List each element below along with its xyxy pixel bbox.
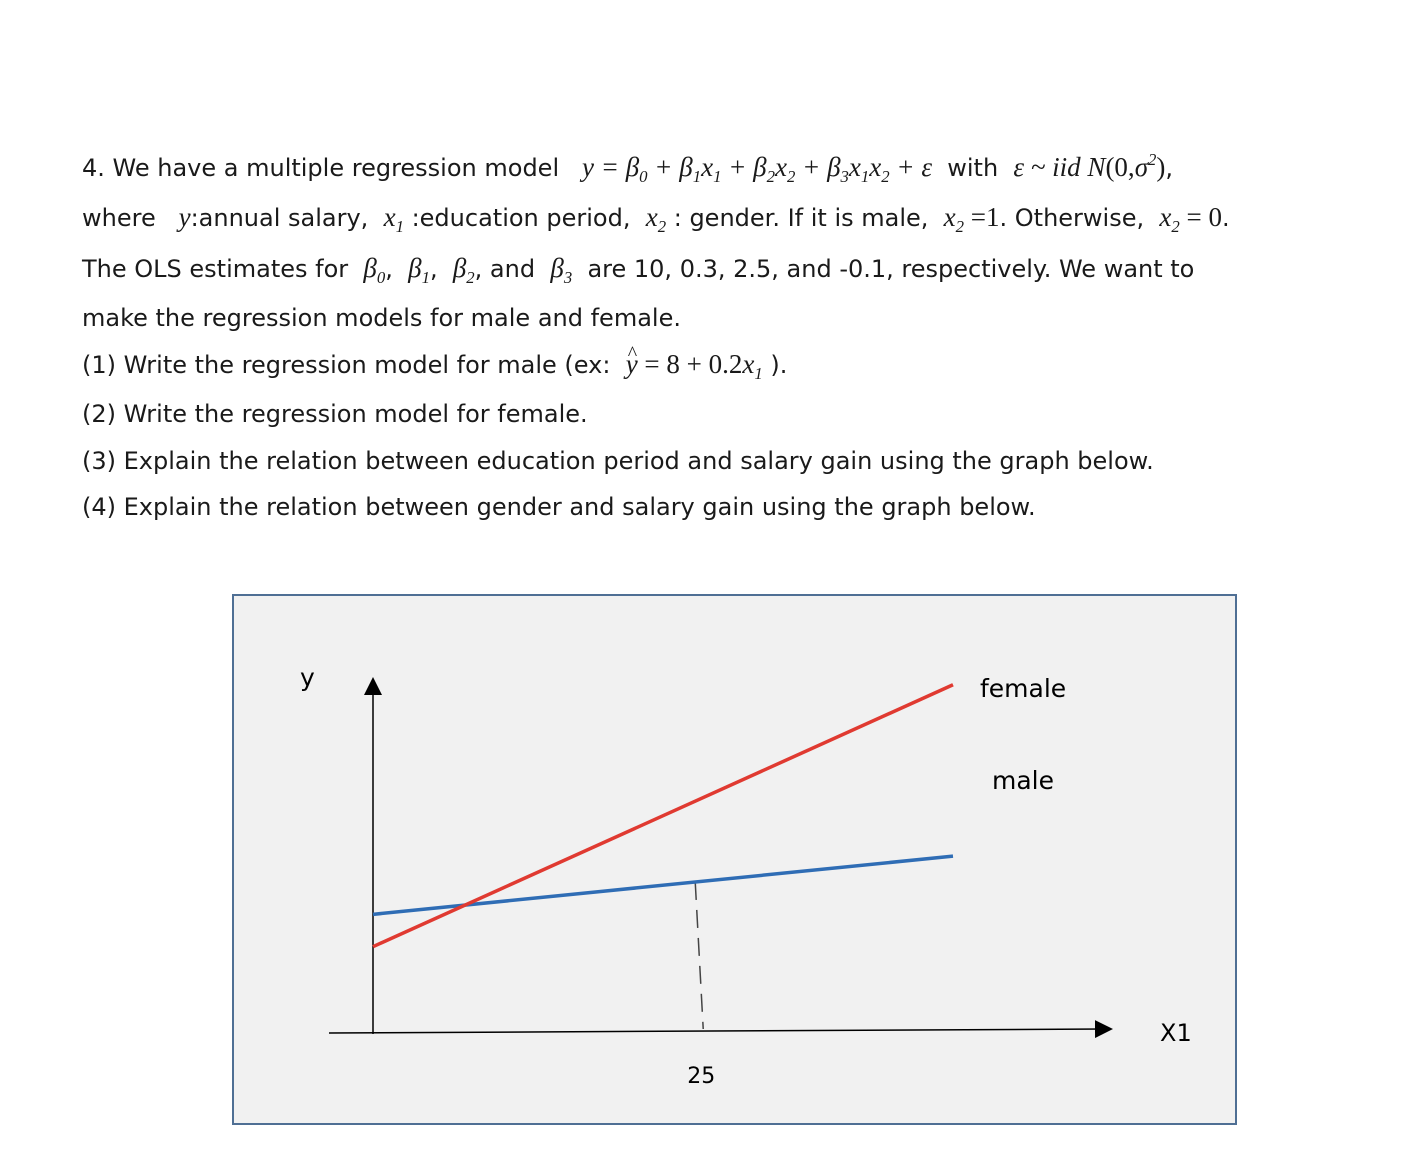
period-text: . — [1221, 204, 1230, 232]
graph-box — [232, 594, 1237, 1125]
y-symbol: y — [178, 202, 191, 232]
question-4: (4) Explain the relation between gender and salary gain using the graph below. — [82, 493, 1036, 521]
regression-graph — [234, 596, 1235, 1123]
x-axis — [329, 1029, 1104, 1033]
error-distribution: ε ~ iid $N(0,\sigma^2)$ — [1013, 150, 1166, 182]
x1-description: :education period, — [411, 204, 631, 232]
intro-text: 4. We have a multiple regression model — [82, 154, 560, 182]
x2-symbol: $x_2$ — [645, 202, 667, 236]
ols-suffix: are 10, 0.3, 2.5, and -0.1, respectively. We want to — [587, 255, 1195, 283]
q1-example-equation: ^ $y = 8 + 0.2x_1$ — [626, 349, 763, 379]
legend-female: female — [980, 674, 1067, 703]
x-axis-label: X1 — [1160, 1019, 1192, 1047]
beta0-symbol: $\beta_0$ — [363, 253, 386, 287]
question-2: (2) Write the regression model for female. — [82, 400, 588, 428]
problem-line-4: make the regression models for male and female. — [82, 304, 681, 332]
ols-prefix: The OLS estimates for — [82, 255, 349, 283]
ols-and: , and — [474, 255, 536, 283]
x1-symbol: $x_1$ — [383, 202, 404, 236]
with-text: with — [947, 154, 999, 182]
problem-line-1: 4. We have a multiple regression model $y = \beta_0 + \beta_1x_1 + \beta_2x_2 + \beta_3x_1x_2 + \varepsilon$ with ε ~ iid $N(0,\sigma^2)$, — [82, 150, 1174, 186]
beta1-symbol: $\beta_1$ — [408, 253, 430, 287]
beta2-symbol: $\beta_2$ — [452, 253, 475, 287]
q1-suffix: ). — [770, 351, 788, 379]
problem-line-2 — [82, 202, 1230, 236]
x2-male-equation: $x_2 =1$ — [943, 202, 1000, 236]
y-description: :annual salary, — [190, 204, 369, 232]
question-1 — [82, 349, 788, 383]
where-text: where — [82, 204, 156, 232]
beta3-symbol: $\beta_3$ — [550, 253, 573, 287]
legend-male: male — [992, 766, 1054, 795]
otherwise-text: . Otherwise, — [999, 204, 1145, 232]
dashed-reference-line — [695, 882, 703, 1029]
q1-prefix: (1) Write the regression model for male (ex: — [82, 351, 611, 379]
y-axis-label: y — [300, 663, 315, 692]
x2-description: : gender. If it is male, — [673, 204, 929, 232]
problem-line-3: The OLS estimates for $\beta_0$, $\beta_1$, $\beta_2$, and $\beta_3$ are 10, 0.3, 2.5, and -0.1, respectively. We want to — [82, 253, 1195, 287]
x2-female-equation: $x_2 = 0$ — [1159, 202, 1222, 236]
model-equation: $y = \beta_0 + \beta_1x_1 + \beta_2x_2 + \beta_3x_1x_2 + \varepsilon$ — [582, 152, 932, 186]
x-tick-label: 25 — [687, 1064, 716, 1089]
question-3: (3) Explain the relation between education period and salary gain using the graph below. — [82, 447, 1154, 475]
female-line — [373, 685, 953, 947]
